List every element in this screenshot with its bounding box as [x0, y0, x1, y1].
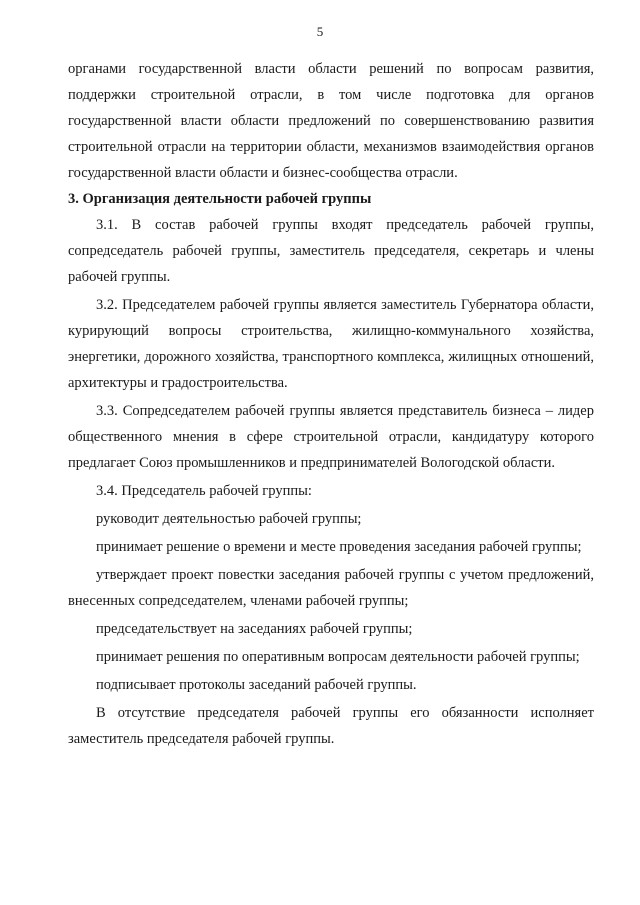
list-item-approves-agenda: утверждает проект повестки заседания рабочей группы с учетом предложений, внесенных сопредседателем, членами рабочей группы; [68, 567, 594, 609]
list-item-decides-time: принимает решение о времени и месте проведения заседания рабочей группы; [96, 539, 582, 555]
list-item-operational-decisions: принимает решения по оперативным вопросам деятельности рабочей группы; [96, 649, 580, 665]
paragraph-3-4: 3.4. Председатель рабочей группы: [96, 483, 312, 499]
list-item-leads: руководит деятельностью рабочей группы; [96, 511, 362, 527]
page-number: 5 [316, 24, 324, 39]
list-item-signs-protocols: подписывает протоколы заседаний рабочей группы. [96, 677, 417, 693]
intro-paragraph: органами государственной власти области решений по вопросам развития, поддержки строительной отрасли, в том числе подготовка для органов государственной власти области предложений по совершенствованию развития строительной отрасли на территории области, механизмов взаимодействия органов государственной власти области и бизнес-сообщества отрасли. [68, 61, 594, 181]
section-heading: 3. Организация деятельности рабочей группы [68, 191, 372, 207]
paragraph-3-3: 3.3. Сопредседателем рабочей группы является представитель бизнеса – лидер общественного мнения в сфере строительной отрасли, кандидатуру которого предлагает Союз промышленников и предпринимателей Вологодской области. [68, 403, 594, 471]
list-item-chairs-meetings: председательствует на заседаниях рабочей группы; [96, 621, 413, 637]
document-body [68, 56, 594, 752]
paragraph-deputy-substitute: В отсутствие председателя рабочей группы его обязанности исполняет заместитель председателя рабочей группы. [68, 705, 594, 747]
paragraph-3-2: 3.2. Председателем рабочей группы является заместитель Губернатора области, курирующий вопросы строительства, жилищно-коммунального хозяйства, энергетики, дорожного хозяйства, транспортного комплекса, жилищных отношений, архитектуры и градостроительства. [68, 297, 594, 391]
paragraph-3-1: 3.1. В состав рабочей группы входят председатель рабочей группы, сопредседатель рабочей группы, заместитель председателя, секретарь и члены рабочей группы. [68, 217, 594, 285]
